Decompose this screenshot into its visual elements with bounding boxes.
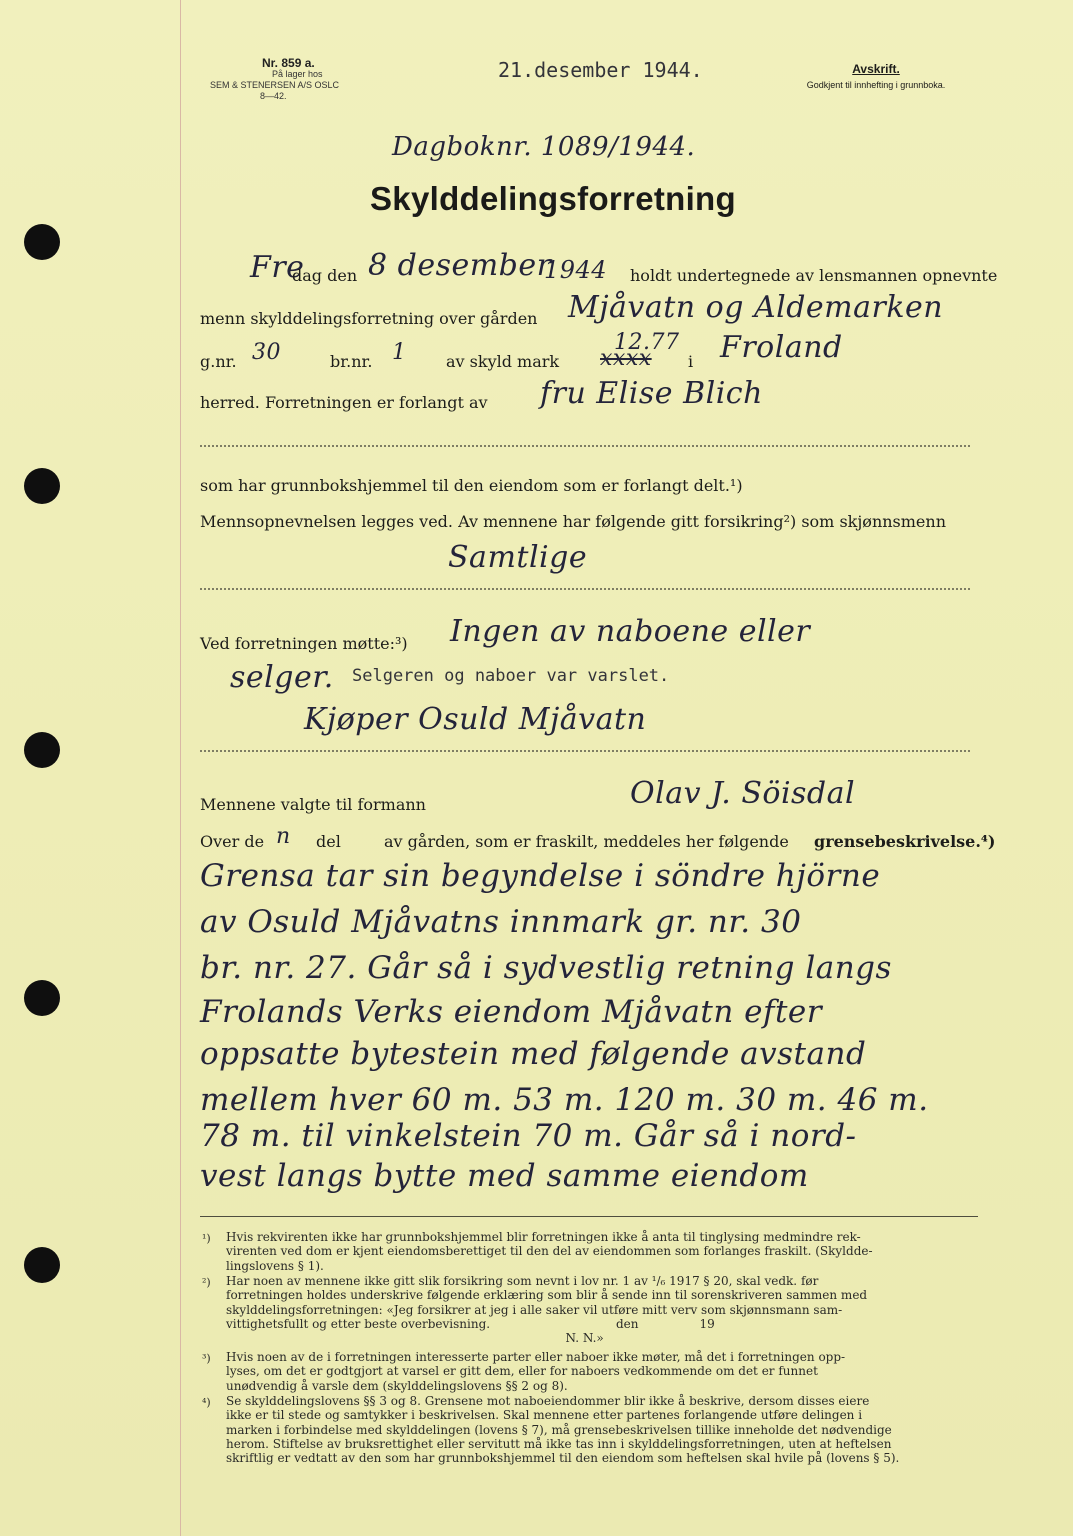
- footnote-mark: ¹): [202, 1232, 211, 1245]
- dotted-line: [200, 445, 970, 447]
- printer-line: På lager hos: [272, 69, 323, 79]
- description-line: br. nr. 27. Går så i sydvestlig retning langs: [200, 950, 892, 986]
- form-text: Mennsopnevnelsen legges ved. Av mennene har følgende gitt forsikring²) som skjønnsmenn: [200, 512, 947, 531]
- form-text: g.nr.: [200, 352, 237, 371]
- form-text: i: [688, 352, 694, 371]
- footnote-line: Se skylddelingslovens §§ 3 og 8. Grensene mot naboeiendommer blir ikke å beskrive, dersom disses eiere: [226, 1394, 870, 1408]
- form-text: Over de: [200, 832, 265, 851]
- footnote-divider: [200, 1216, 978, 1217]
- avskrift-stamp: [770, 62, 982, 90]
- footnote-line: Hvis rekvirenten ikke har grunnbokshjemmel blir forretningen ikke å anta til tinglysing medmindre rek-: [226, 1230, 861, 1244]
- diary-number: Dagboknr. 1089/1944.: [392, 132, 696, 162]
- description-line: Grensa tar sin begyndelse i söndre hjörne: [200, 858, 881, 894]
- form-text: br.nr.: [330, 352, 373, 371]
- footnote-line: ikke er til stede og samtykker i beskrivelsen. Skal mennene etter partenes forlangende utføre delingen i: [226, 1408, 863, 1423]
- footnote-mark: ³): [202, 1352, 211, 1365]
- handwritten-gnr: 30: [252, 340, 281, 365]
- description-line: av Osuld Mjåvatns innmark gr. nr. 30: [200, 904, 802, 940]
- footnote-line: lingslovens § 1).: [226, 1258, 324, 1273]
- footnote-line: skylddelingsforretningen: «Jeg forsikrer at jeg i alle saker vil utføre mitt verv som skjønnsmann sam-: [226, 1302, 843, 1317]
- form-text: menn skylddelingsforretning over gården: [200, 309, 538, 328]
- dotted-line: [200, 588, 970, 590]
- footnote-line: Har noen av mennene ikke gitt slik forsikring som nevnt i lov nr. 1 av ¹/₆ 1917 § 20, skal vedk. før: [226, 1274, 819, 1288]
- form-text: av gården, som er fraskilt, meddeles her følgende: [384, 832, 789, 851]
- form-text-bold: grensebeskrivelse.⁴): [814, 832, 996, 851]
- margin-line: [180, 0, 181, 1536]
- footnote-4: [226, 1394, 899, 1465]
- footnote-2: [226, 1274, 867, 1345]
- footnote-line: herom. Stiftelse av bruksrettighet eller servitutt må ikke tas inn i skylddelingsforretningen, uten at heftelsen: [226, 1436, 892, 1451]
- footnote-mark: ⁴): [202, 1396, 211, 1409]
- binder-hole: [24, 732, 60, 768]
- footnote-1: [226, 1230, 873, 1273]
- footnote-mark: ²): [202, 1276, 211, 1289]
- form-text: herred. Forretningen er forlangt av: [200, 393, 488, 412]
- footnote-line: N. N.»: [226, 1331, 604, 1346]
- handwritten-date: 8 desember: [368, 248, 552, 283]
- handwritten-assessors: Samtlige: [448, 540, 588, 575]
- form-number: Nr. 859 a.: [262, 56, 315, 70]
- footnote-line: lyses, om det er godtgjort at varsel er gitt dem, eller for naboers vedkommende om det er funnet: [226, 1364, 818, 1379]
- handwritten-requester: fru Elise Blich: [540, 376, 763, 411]
- binder-hole: [24, 468, 60, 504]
- description-line: mellem hver 60 m. 53 m. 120 m. 30 m. 46 m.: [200, 1082, 929, 1118]
- footnote-line: skriftlig er vedtatt av den som har grunnbokshjemmel til den eiendom som heftelsen skal hvile på (lovens § 5).: [226, 1451, 900, 1466]
- footnote-line: forretningen holdes underskrive følgende erklæring som blir å sende inn til sorenskriveren sammen med: [226, 1288, 868, 1303]
- form-text: del: [316, 832, 341, 851]
- page-title: Skylddelingsforretning: [370, 180, 736, 217]
- handwritten-farm: Mjåvatn og Aldemarken: [568, 290, 944, 325]
- typed-notice: Selgeren og naboer var varslet.: [352, 666, 670, 686]
- description-line: vest langs bytte med samme eiendom: [200, 1158, 809, 1194]
- handwritten-seller: selger.: [230, 660, 334, 695]
- handwritten-chairman: Olav J. Söisdal: [630, 776, 856, 811]
- description-line: oppsatte bytestein med følgende avstand: [200, 1036, 867, 1072]
- form-text: dag den: [292, 266, 358, 285]
- description-line: 78 m. til vinkelstein 70 m. Går så i nord-: [200, 1118, 857, 1154]
- printer-imprint: [210, 58, 339, 102]
- binder-hole: [24, 980, 60, 1016]
- footnote-line: vittighetsfullt og etter beste overbevisning. den 19: [226, 1316, 715, 1331]
- footnote-line: Hvis noen av de i forretningen interesserte parter eller naboer ikke møter, må det i forretningen opp-: [226, 1350, 846, 1364]
- footnote-line: virenten ved dom er kjent eiendomsberettiget til den del av eiendommen som forlanges fraskilt. (Skyldde-: [226, 1244, 873, 1259]
- form-text: Ved forretningen møtte:³): [200, 634, 408, 653]
- printer-line: 8—42.: [260, 91, 287, 101]
- struck-skyld: xxxx: [600, 346, 652, 371]
- form-text: av skyld mark: [446, 352, 560, 371]
- handwritten-place: Froland: [720, 330, 843, 365]
- description-line: Frolands Verks eiendom Mjåvatn efter: [200, 994, 823, 1030]
- footnote-3: [226, 1350, 845, 1393]
- avskrift-subtitle: Godkjent til innhefting i grunnboka.: [806, 80, 946, 90]
- binder-hole: [24, 224, 60, 260]
- handwritten-year: 1944: [544, 256, 608, 284]
- handwritten-suffix: n: [276, 824, 291, 849]
- footnote-line: unødvendig å varsle dem (skylddelingslovens §§ 2 og 8).: [226, 1378, 568, 1393]
- handwritten-brnr: 1: [392, 340, 407, 365]
- avskrift-title: Avskrift.: [852, 62, 900, 76]
- handwritten-skyld: 12.77: [614, 330, 680, 355]
- handwritten-attendance: Ingen av naboene eller: [450, 614, 811, 649]
- printer-line: SEM & STENERSEN A/S OSLC: [210, 80, 340, 90]
- form-text: Mennene valgte til formann: [200, 795, 426, 814]
- handwritten-day: Fre: [250, 250, 305, 285]
- binder-hole: [24, 1247, 60, 1283]
- footnote-line: marken i forbindelse med skylddelingen (lovens § 7), må grensebeskrivelsen tillike inneholde det nødvendige: [226, 1422, 892, 1437]
- typed-date: 21.desember 1944.: [498, 58, 703, 82]
- handwritten-buyer: Kjøper Osuld Mjåvatn: [304, 702, 647, 737]
- dotted-line: [200, 750, 970, 752]
- form-text: som har grunnbokshjemmel til den eiendom som er forlangt delt.¹): [200, 476, 743, 495]
- form-text: holdt undertegnede av lensmannen opnevnte: [630, 266, 998, 285]
